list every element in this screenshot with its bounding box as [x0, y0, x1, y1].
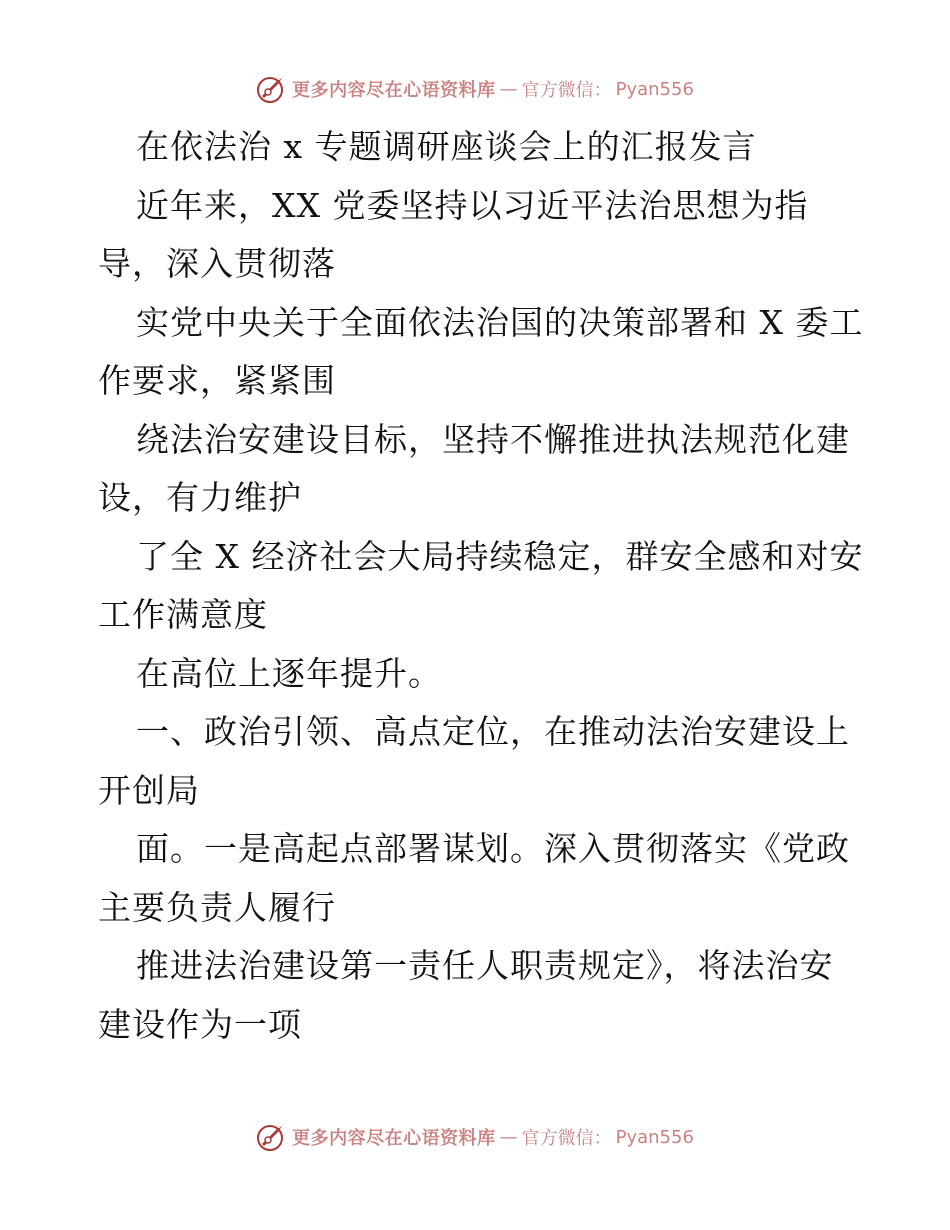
pen-logo-icon — [256, 74, 288, 104]
paragraph-line: 近年来，XX 党委坚持以习近平法治思想为指 — [136, 185, 809, 225]
paragraph-line: 面。一是高起点部署谋划。深入贯彻落实《党政 — [136, 829, 850, 868]
document-body — [0, 118, 950, 1054]
watermark-wechat-label: 官方微信： — [521, 1128, 612, 1149]
watermark-wechat-id: Pyan556 — [615, 78, 694, 100]
paragraph-line: 建设作为一项 — [98, 1004, 302, 1044]
section-heading-line: 一、政治引领、高点定位，在推动法治安建设上 — [136, 712, 850, 751]
paragraph-line: 设，有力维护 — [98, 478, 302, 517]
document-title: 在依法治 x 专题调研座谈会上的汇报发言 — [136, 127, 757, 166]
section-heading-line: 开创局 — [98, 770, 200, 810]
paragraph-line: 了全 X 经济社会大局持续稳定，群安全感和对安 — [136, 536, 864, 576]
watermark-brand: 更多内容尽在心语资料库 — [292, 1128, 496, 1149]
watermark-wechat-label: 官方微信： — [521, 80, 612, 101]
paragraph-line: 推进法治建设第一责任人职责规定》，将法治安 — [136, 946, 834, 985]
paragraph-line: 绕法治安建设目标，坚持不懈推进执法规范化建 — [136, 419, 850, 459]
pen-logo-icon — [256, 1122, 288, 1152]
paragraph-line: 导，深入贯彻落 — [98, 244, 336, 283]
header-watermark — [0, 74, 950, 104]
paragraph-line: 在高位上逐年提升。 — [136, 653, 442, 693]
footer-watermark — [0, 1122, 950, 1152]
watermark-brand: 更多内容尽在心语资料库 — [292, 80, 496, 101]
paragraph-line: 主要负责人履行 — [98, 887, 336, 927]
paragraph-line: 实党中央关于全面依法治国的决策部署和 X 委工 — [136, 302, 864, 342]
paragraph-line: 工作满意度 — [98, 595, 268, 634]
watermark-wechat-id: Pyan556 — [615, 1126, 694, 1148]
watermark-separator: — — [499, 1126, 518, 1148]
paragraph-line: 作要求，紧紧围 — [98, 361, 336, 400]
watermark-separator: — — [499, 78, 518, 100]
